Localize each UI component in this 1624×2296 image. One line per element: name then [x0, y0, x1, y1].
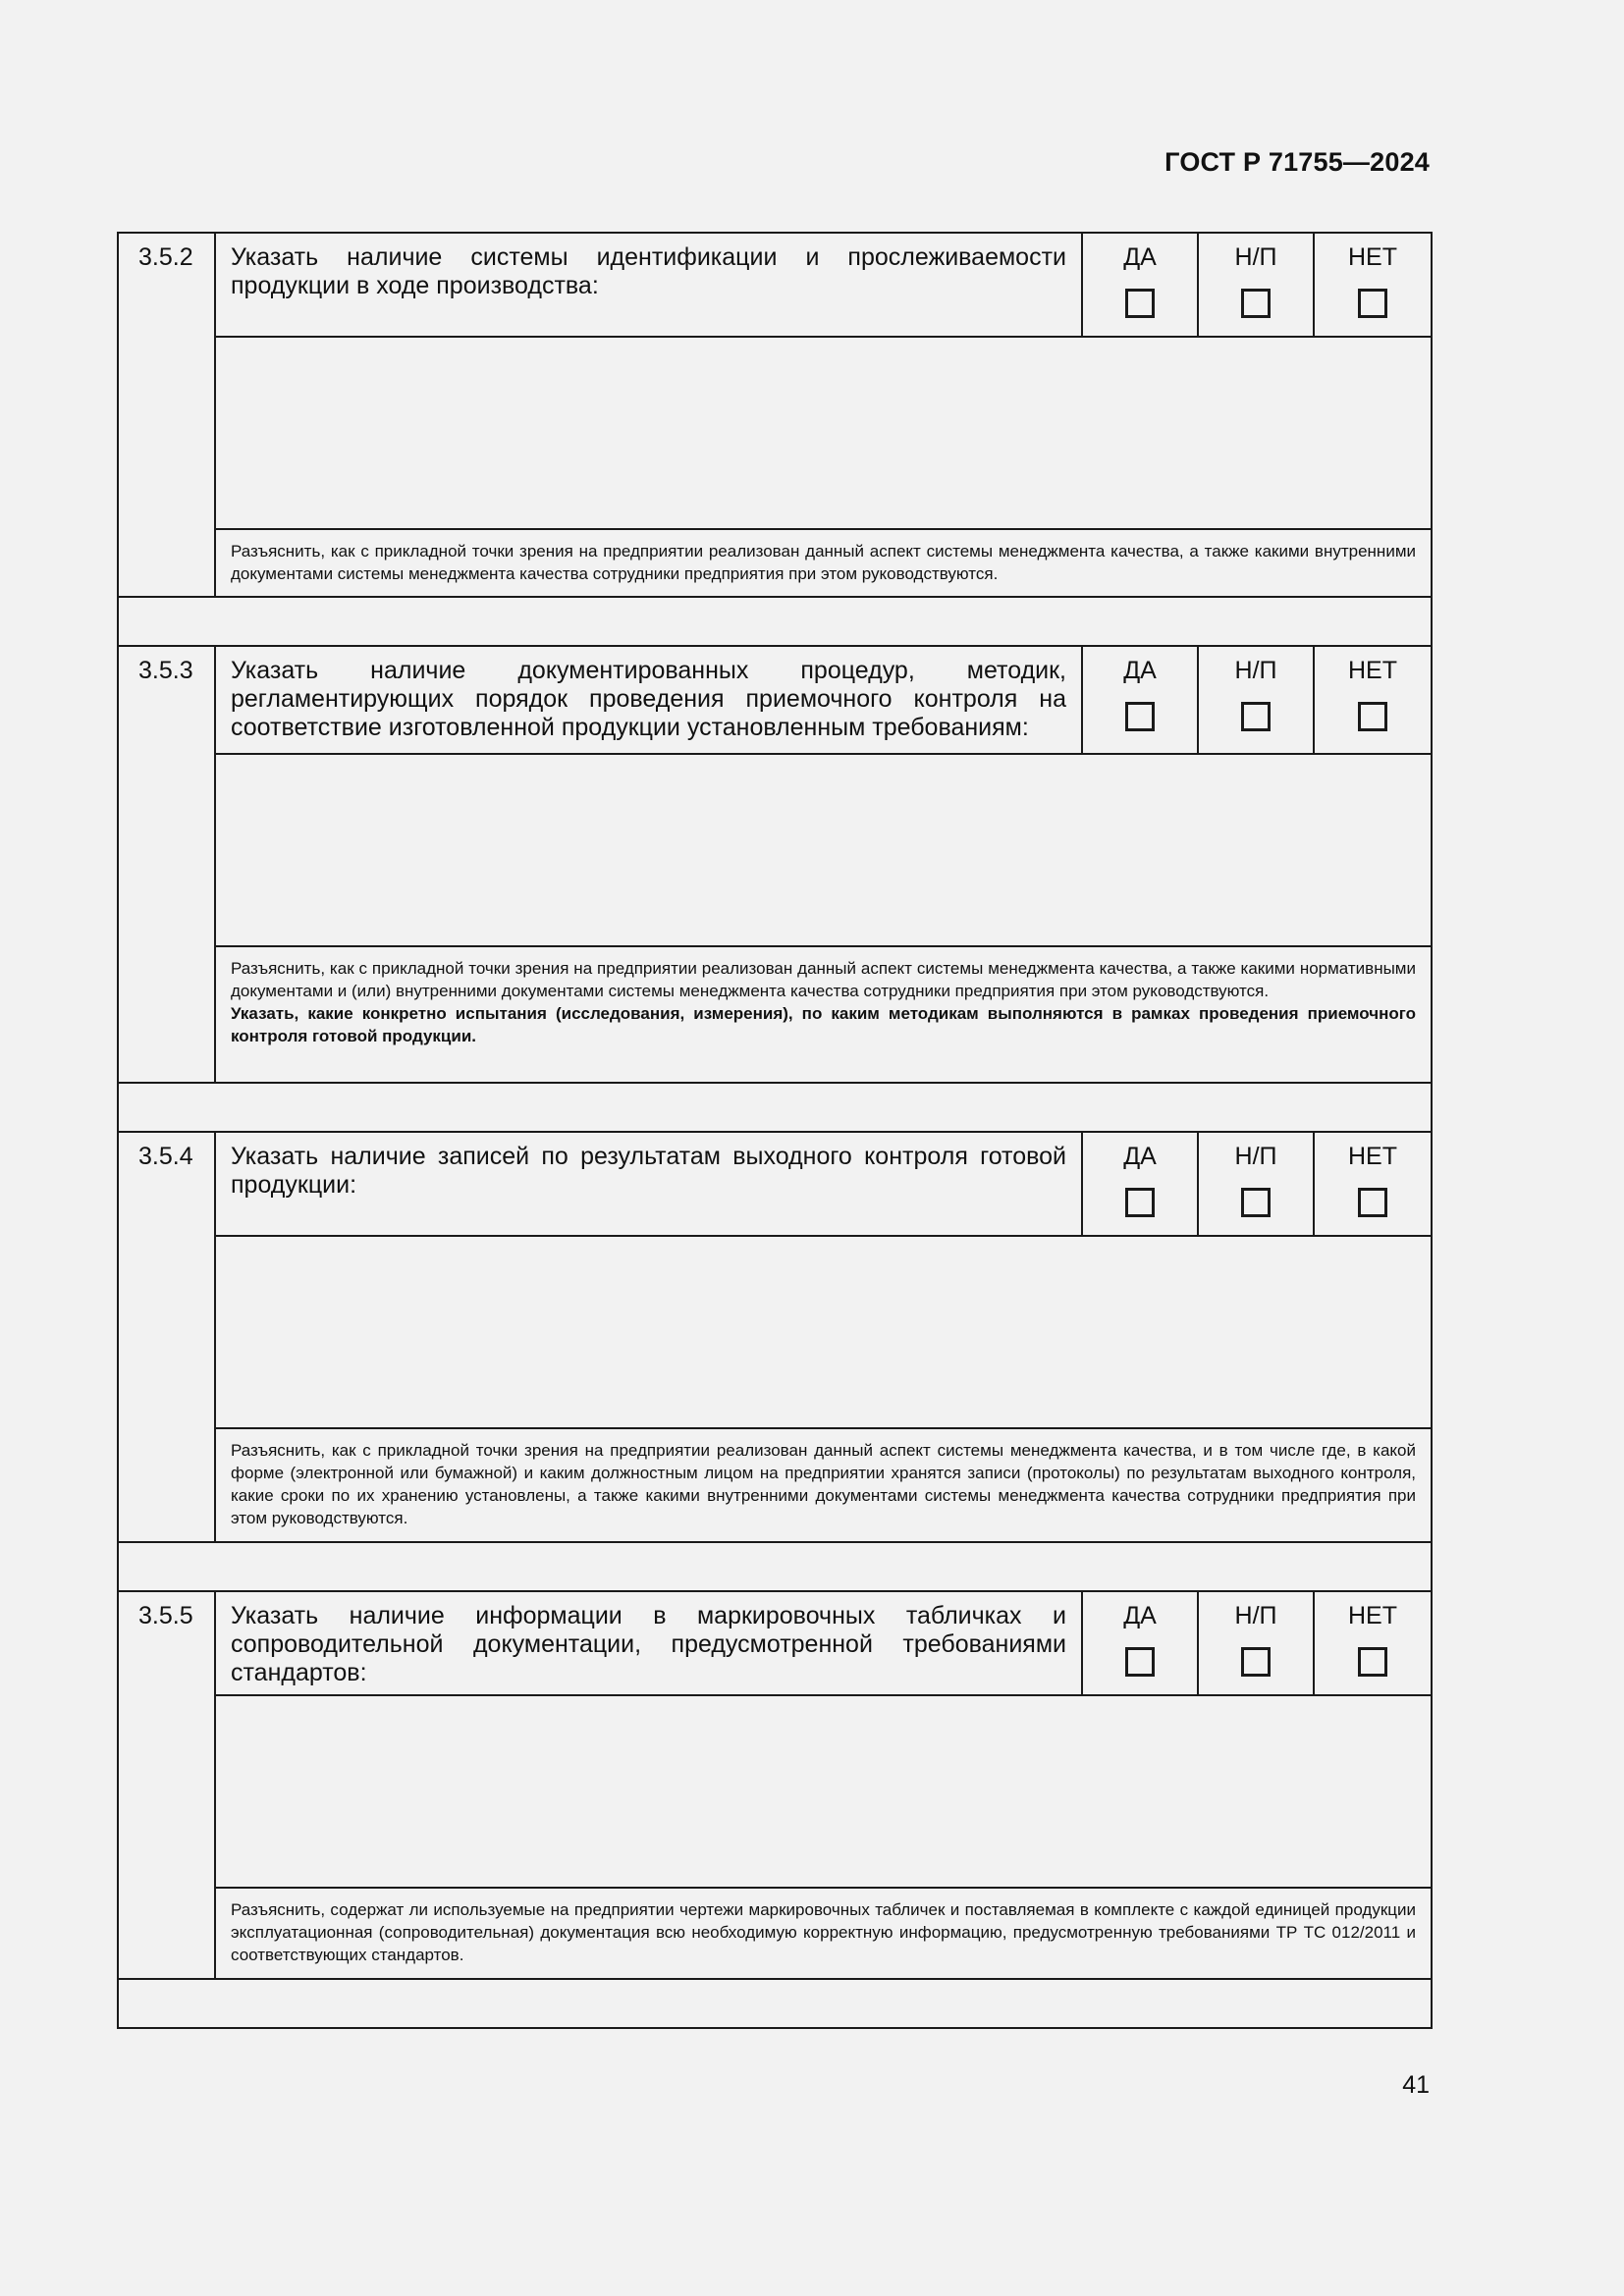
section-spacer	[118, 1979, 1432, 2028]
option-label: Н/П	[1234, 243, 1277, 271]
note-text: Разъяснить, как с прикладной точки зрения на предприятии реализован данный аспект системы менеджмента качества, а также какими нормативными документами и (или) внутренними документами системы менеджмента качества сотрудники предприятия при этом руководствуются.	[231, 959, 1416, 1000]
item-number: 3.5.2	[118, 233, 215, 597]
option-label: ДА	[1123, 1602, 1157, 1629]
section-spacer	[118, 1083, 1432, 1132]
option-label: Н/П	[1234, 657, 1277, 684]
option-label: НЕТ	[1348, 657, 1397, 684]
checkbox-no[interactable]	[1358, 289, 1387, 318]
checkbox-na[interactable]	[1241, 1647, 1271, 1677]
option-label: Н/П	[1234, 1143, 1277, 1170]
question-text: Указать наличие документированных процедур, методик, регламентирующих порядок проведения приемочного контроля на соответствие изготовленной продукции установленным требованиям:	[215, 646, 1082, 754]
section-spacer	[118, 597, 1432, 646]
checkbox-no[interactable]	[1358, 1647, 1387, 1677]
checkbox-na[interactable]	[1241, 289, 1271, 318]
checkbox-na[interactable]	[1241, 1188, 1271, 1217]
option-na	[1198, 233, 1314, 337]
option-yes	[1082, 233, 1198, 337]
answer-field[interactable]	[215, 337, 1432, 529]
checkbox-yes[interactable]	[1125, 1647, 1155, 1677]
question-text: Указать наличие информации в маркировочных табличках и сопроводительной документации, предусмотренной требованиями стандартов:	[215, 1591, 1082, 1695]
item-number: 3.5.4	[118, 1132, 215, 1542]
checkbox-na[interactable]	[1241, 702, 1271, 731]
option-label: ДА	[1123, 1143, 1157, 1170]
explanation-note	[215, 1888, 1432, 1979]
option-label: НЕТ	[1348, 1143, 1397, 1170]
standard-designation: ГОСТ Р 71755—2024	[1164, 147, 1430, 177]
answer-field[interactable]	[215, 1695, 1432, 1888]
note-text: Разъяснить, как с прикладной точки зрения на предприятии реализован данный аспект системы менеджмента качества, а также какими внутренними документами системы менеджмента качества сотрудники предприятия при этом руководствуются.	[231, 542, 1416, 583]
option-no	[1314, 646, 1432, 754]
section-row-3-5-4	[118, 1132, 1432, 1236]
checklist-table	[117, 232, 1433, 2029]
question-text: Указать наличие системы идентификации и прослеживаемости продукции в ходе производства:	[215, 233, 1082, 337]
page-number: 41	[1402, 2071, 1430, 2099]
item-number: 3.5.3	[118, 646, 215, 1083]
explanation-note	[215, 529, 1432, 597]
option-label: ДА	[1123, 657, 1157, 684]
option-label: НЕТ	[1348, 243, 1397, 271]
note-text: Разъяснить, как с прикладной точки зрения на предприятии реализован данный аспект системы менеджмента качества, и в том числе где, в какой форме (электронной или бумажной) и каким должностным лицом на предприятии хранятся записи (протоколы) по результатам выходного контроля, какие сроки по их хранению установлены, а также какими внутренними документами системы менеджмента качества сотрудники предприятия при этом руководствуются.	[231, 1441, 1416, 1527]
option-label: Н/П	[1234, 1602, 1277, 1629]
explanation-note	[215, 946, 1432, 1083]
option-na	[1198, 1591, 1314, 1695]
section-row-3-5-5	[118, 1591, 1432, 1695]
section-row-3-5-2	[118, 233, 1432, 337]
option-label: ДА	[1123, 243, 1157, 271]
option-na	[1198, 646, 1314, 754]
option-label: НЕТ	[1348, 1602, 1397, 1629]
checkbox-yes[interactable]	[1125, 702, 1155, 731]
question-text: Указать наличие записей по результатам выходного контроля готовой продукции:	[215, 1132, 1082, 1236]
note-bold-text: Указать, какие конкретно испытания (исследования, измерения), по каким методикам выполняются в рамках проведения приемочного контроля готовой продукции.	[231, 1004, 1416, 1045]
section-row-3-5-3	[118, 646, 1432, 754]
checkbox-yes[interactable]	[1125, 289, 1155, 318]
explanation-note	[215, 1428, 1432, 1542]
checkbox-no[interactable]	[1358, 1188, 1387, 1217]
option-na	[1198, 1132, 1314, 1236]
answer-field[interactable]	[215, 1236, 1432, 1428]
note-text: Разъяснить, содержат ли используемые на предприятии чертежи маркировочных табличек и поставляемая в комплекте с каждой единицей продукции эксплуатационная (сопроводительная) документация всю необходимую корректную информацию, предусмотренную требованиями ТР ТС 012/2011 и соответствующих стандартов.	[231, 1900, 1416, 1964]
item-number: 3.5.5	[118, 1591, 215, 1979]
option-no	[1314, 1591, 1432, 1695]
checkbox-no[interactable]	[1358, 702, 1387, 731]
option-yes	[1082, 1591, 1198, 1695]
section-spacer	[118, 1542, 1432, 1591]
answer-field[interactable]	[215, 754, 1432, 946]
option-yes	[1082, 1132, 1198, 1236]
checkbox-yes[interactable]	[1125, 1188, 1155, 1217]
option-yes	[1082, 646, 1198, 754]
option-no	[1314, 1132, 1432, 1236]
option-no	[1314, 233, 1432, 337]
